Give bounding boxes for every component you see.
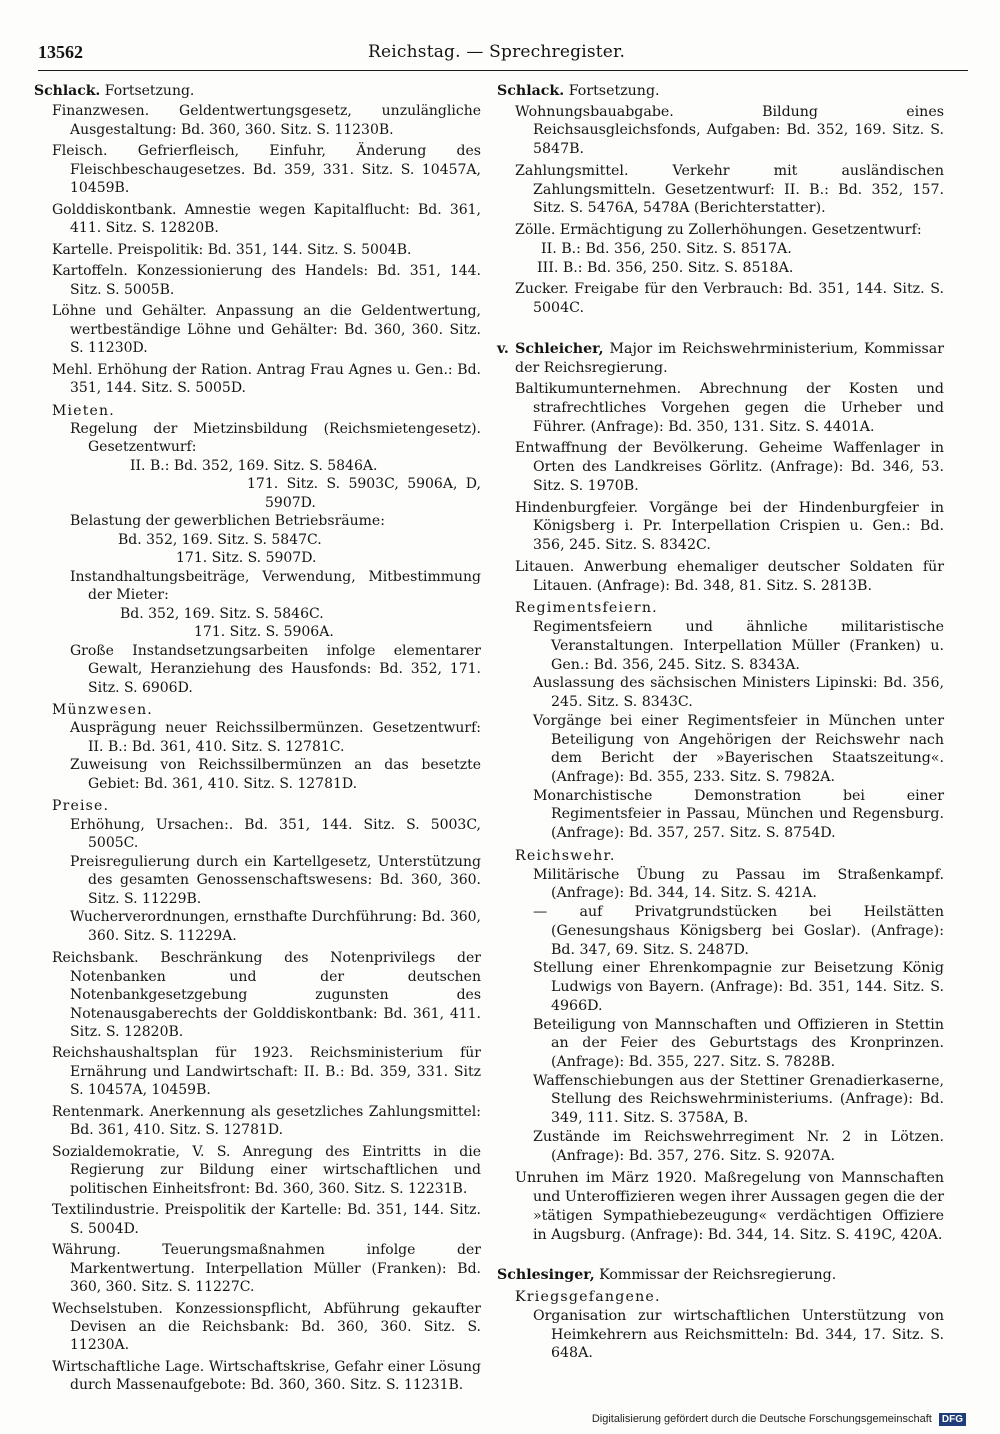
speaker-heading [497, 82, 944, 101]
topic-muenzwesen [34, 701, 481, 793]
speaker-name: Schlack. [497, 83, 565, 99]
sub-entry: Monarchistische Demonstration bei einer Regimentsfeier in Passau, München und Regensburg. (Anfrage): Bd. 357, 257. Sitz. S. 8754D. [533, 787, 944, 842]
register-entry: Wohnungsbauabgabe. Bildung eines Reichsausgleichsfonds, Aufgaben: Bd. 352, 169. Sitz. S. 5847B. [515, 103, 944, 158]
sub-entry: Preisregulierung durch ein Kartellgesetz, Unterstützung des gesamten Genossenschaftswesens: Bd. 360, 360. Sitz. S. 11229B. [70, 853, 481, 907]
speaker-role: Major im Reichswehrministerium, Kommissar der Reichsregierung. [515, 340, 945, 376]
register-entry: Zölle. Ermächtigung zu Zollerhöhungen. Gesetzentwurf: [515, 222, 922, 239]
register-entry: Löhne und Gehälter. Anpassung an die Geldentwertung, wertbeständige Löhne und Gehälter: Bd. 360, 360. Sitz. S. 11230D. [52, 303, 481, 357]
reference-line: 171. Sitz. S. 5907D. [176, 550, 317, 567]
speaker-name: Schlesinger, [497, 1267, 595, 1284]
sub-entry: Vorgänge bei einer Regimentsfeier in München unter Beteiligung von Angehörigen der Reichswehr nach dem Bericht der »Bayerischen Staatszeitung«. (Anfrage): Bd. 355, 233. Sitz. S. 7982A. [533, 712, 944, 785]
sub-entry: Regimentsfeiern und ähnliche militaristische Veranstaltungen. Interpellation Müller (Franken) u. Gen.: Bd. 356, 245. Sitz. S. 8343A. [533, 619, 944, 673]
register-entry: Reichsbank. Beschränkung des Notenprivilegs der Notenbanken und der deutschen Notenbankgesetzgebung zugunsten des Notenausgaberechts der Golddiskontbank: Bd. 361, 411. Sitz. S. 12820B. [52, 950, 481, 1040]
sub-entry: — auf Privatgrundstücken bei Heilstätten (Genesungshaus Königsberg bei Goslar). (Anfrage): Bd. 347, 69. Sitz. S. 2487D. [533, 904, 944, 958]
speaker-heading [34, 82, 481, 100]
register-entry: Golddiskontbank. Amnestie wegen Kapitalflucht: Bd. 361, 411. Sitz. S. 12820B. [52, 201, 481, 237]
sub-entry: Große Instandsetzungsarbeiten infolge elementarer Gewalt, Heranziehung des Hausfonds: Bd. 352, 171. Sitz. S. 6906D. [70, 642, 481, 696]
sub-entry: Instandhaltungsbeiträge, Verwendung, Mitbestimmung der Mieter: [70, 568, 481, 604]
reference-line: II. B.: Bd. 352, 169. Sitz. S. 5846A. [130, 457, 378, 474]
register-entry: Sozialdemokratie, V. S. Anregung des Eintritts in die Regierung zur Bildung einer wirtschaftlichen und politischen Einheitsfront: Bd. 360, 360. Sitz. S. 12231B. [52, 1143, 481, 1197]
topic-heading: Regimentsfeiern. [515, 600, 658, 617]
left-column [34, 82, 481, 1398]
speaker-continuation: Fortsetzung. [104, 83, 195, 99]
register-entry: Reichshaushaltsplan für 1923. Reichsministerium für Ernährung und Landwirtschaft: II. B.: Bd. 359, 331. Sitz S. 10457A, 10459B. [52, 1045, 481, 1099]
reference-line: III. B.: Bd. 356, 250. Sitz. S. 8518A. [537, 259, 794, 276]
reference-line: 171. Sitz. S. 5906A. [194, 624, 334, 641]
speaker-heading [497, 1266, 944, 1285]
topic-heading: Reichswehr. [515, 847, 616, 864]
sub-entry: Stellung einer Ehrenkompagnie zur Beisetzung König Ludwigs von Bayern. (Anfrage): Bd. 351, 144. Sitz. S. 4966D. [533, 960, 944, 1014]
reference-line: Bd. 352, 169. Sitz. S. 5847C. [118, 531, 322, 548]
right-column [497, 82, 944, 1363]
sub-entry: Waffenschiebungen aus der Stettiner Grenadierkaserne, Stellung des Reichswehrministeriums. (Anfrage): Bd. 349, 111. Sitz. S. 3758A, B. [533, 1072, 944, 1127]
sub-entry: Militärische Übung zu Passau im Straßenkampf. (Anfrage): Bd. 344, 14. Sitz. S. 421A. [533, 866, 944, 902]
sub-entry: Ausprägung neuer Reichssilbermünzen. Gesetzentwurf: II. B.: Bd. 361, 410. Sitz. S. 12781C. [70, 720, 481, 755]
speaker-name: Schlack. [34, 83, 101, 99]
topic-preise [34, 797, 481, 945]
speaker-role: Kommissar der Reichsregierung. [599, 1267, 837, 1284]
sub-entry: Zuweisung von Reichssilbermünzen an das besetzte Gebiet: Bd. 361, 410. Sitz. S. 12781D. [70, 757, 481, 792]
register-entry: Wirtschaftliche Lage. Wirtschaftskrise, Gefahr einer Lösung durch Massenaufgebote: Bd. 360, 360. Sitz. S. 11231B. [52, 1358, 481, 1394]
register-entry: Baltikumunternehmen. Abrechnung der Kosten und strafrechtliches Vorgehen gegen die Urheber und Führer. (Anfrage): Bd. 350, 131. Sitz. S. 4401A. [515, 381, 944, 435]
topic-heading: Münzwesen. [52, 702, 153, 718]
register-entry: Zucker. Freigabe für den Verbrauch: Bd. 351, 144. Sitz. S. 5004C. [515, 281, 944, 317]
register-entry: Kartoffeln. Konzessionierung des Handels: Bd. 351, 144. Sitz. S. 5005B. [52, 263, 481, 298]
reference-line: 171. Sitz. S. 5903C, 5906A, D, 5907D. [247, 476, 481, 511]
credit-text: Digitalisierung gefördert durch die Deutsche Forschungsgemeinschaft [591, 1413, 932, 1425]
speaker-heading [497, 340, 944, 377]
sub-entry: Beteiligung von Mannschaften und Offizieren in Stettin an der Feier des Geburtstags des Kronprinzen. (Anfrage): Bd. 355, 227. Sitz. S. 7828B. [533, 1016, 944, 1070]
reference-line: Bd. 352, 169. Sitz. S. 5846C. [120, 605, 324, 622]
register-entry: Mehl. Erhöhung der Ration. Antrag Frau Agnes u. Gen.: Bd. 351, 144. Sitz. S. 5005D. [52, 361, 481, 397]
register-entry: Wechselstuben. Konzessionspflicht, Abführung gekaufter Devisen an die Reichsbank: Bd. 360, 360. Sitz. S. 11230A. [52, 1300, 481, 1354]
topic-mieten [34, 402, 481, 698]
register-entry: Finanzwesen. Geldentwertungsgesetz, unzulängliche Ausgestaltung: Bd. 360, 360. Sitz. S. 11230B. [52, 103, 481, 138]
register-entry: Kartelle. Preispolitik: Bd. 351, 144. Sitz. S. 5004B. [52, 241, 412, 258]
dfg-logo: DFG [939, 1413, 966, 1426]
register-entry: Entwaffnung der Bevölkerung. Geheime Waffenlager in Orten des Landkreises Görlitz. (Anfrage): Bd. 346, 53. Sitz. S. 1970B. [515, 440, 944, 494]
register-entry: Textilindustrie. Preispolitik der Kartelle: Bd. 351, 144. Sitz. S. 5004D. [52, 1202, 481, 1237]
topic-heading: Mieten. [52, 402, 115, 419]
register-entry: Zahlungsmittel. Verkehr mit ausländischen Zahlungsmitteln. Gesetzentwurf: II. B.: Bd. 352, 157. Sitz. S. 5476A, 5478A (Berichterstatter). [515, 162, 944, 217]
header-rule [38, 70, 968, 71]
register-entry: Hindenburgfeier. Vorgänge bei der Hindenburgfeier in Königsberg i. Pr. Interpellation Crispien u. Gen.: Bd. 356, 245. Sitz. S. 8342C. [515, 499, 944, 554]
sub-entry: Organisation zur wirtschaftlichen Unterstützung von Heimkehrern aus Reichsmitteln: Bd. 344, 17. Sitz. S. 648A. [533, 1307, 944, 1362]
topic-regimentsfeiern [497, 599, 944, 843]
sub-entry: Wucherverordnungen, ernsthafte Durchführung: Bd. 360, 360. Sitz. S. 11229A. [70, 909, 481, 944]
speaker-name: v. Schleicher, [497, 340, 604, 357]
register-entry: Währung. Teuerungsmaßnahmen infolge der Markentwertung. Interpellation Müller (Franken): Bd. 360, 360. Sitz. S. 11227C. [52, 1242, 481, 1296]
page-header [38, 38, 968, 70]
register-entry: Fleisch. Gefrierfleisch, Einfuhr, Änderung des Fleischbeschaugesetzes. Bd. 359, 331. Sitz. S. 10457A, 10459B. [52, 143, 481, 197]
topic-reichswehr [497, 847, 944, 1165]
sub-entry: Belastung der gewerblichen Betriebsräume: [70, 513, 385, 530]
sub-entry: Regelung der Mietzinsbildung (Reichsmietengesetz). Gesetzentwurf: [70, 420, 481, 456]
running-title: Reichstag. — Sprechregister. [368, 42, 626, 62]
register-entry: Rentenmark. Anerkennung als gesetzliches Zahlungsmittel: Bd. 361, 410. Sitz. S. 12781D. [52, 1103, 481, 1139]
register-entry: Unruhen im März 1920. Maßregelung von Mannschaften und Unteroffizieren wegen ihrer Aussagen gegen die der »tätigen Sympathiebezeugung« verdächtigen Offiziere in Augsburg. (Anfrage): Bd. 344, 14. Sitz. S. 419C, 420A. [515, 1170, 944, 1243]
sub-entry: Erhöhung, Ursachen:. Bd. 351, 144. Sitz. S. 5003C, 5005C. [70, 816, 481, 852]
reference-line: II. B.: Bd. 356, 250. Sitz. S. 8517A. [541, 240, 792, 257]
topic-heading: Preise. [52, 798, 110, 815]
page-number: 13562 [38, 42, 83, 62]
sub-entry: Zustände im Reichswehrregiment Nr. 2 in Lötzen. (Anfrage): Bd. 357, 276. Sitz. S. 9207A. [533, 1128, 944, 1164]
sub-entry: Auslassung des sächsischen Ministers Lipinski: Bd. 356, 245. Sitz. S. 8343C. [533, 675, 944, 711]
topic-heading: Kriegsgefangene. [515, 1289, 661, 1306]
digitization-credit [592, 1413, 966, 1426]
register-entry: Litauen. Anwerbung ehemaliger deutscher Soldaten für Litauen. (Anfrage): Bd. 348, 81. Sitz. S. 2813B. [515, 558, 944, 594]
speaker-continuation: Fortsetzung. [568, 83, 660, 99]
